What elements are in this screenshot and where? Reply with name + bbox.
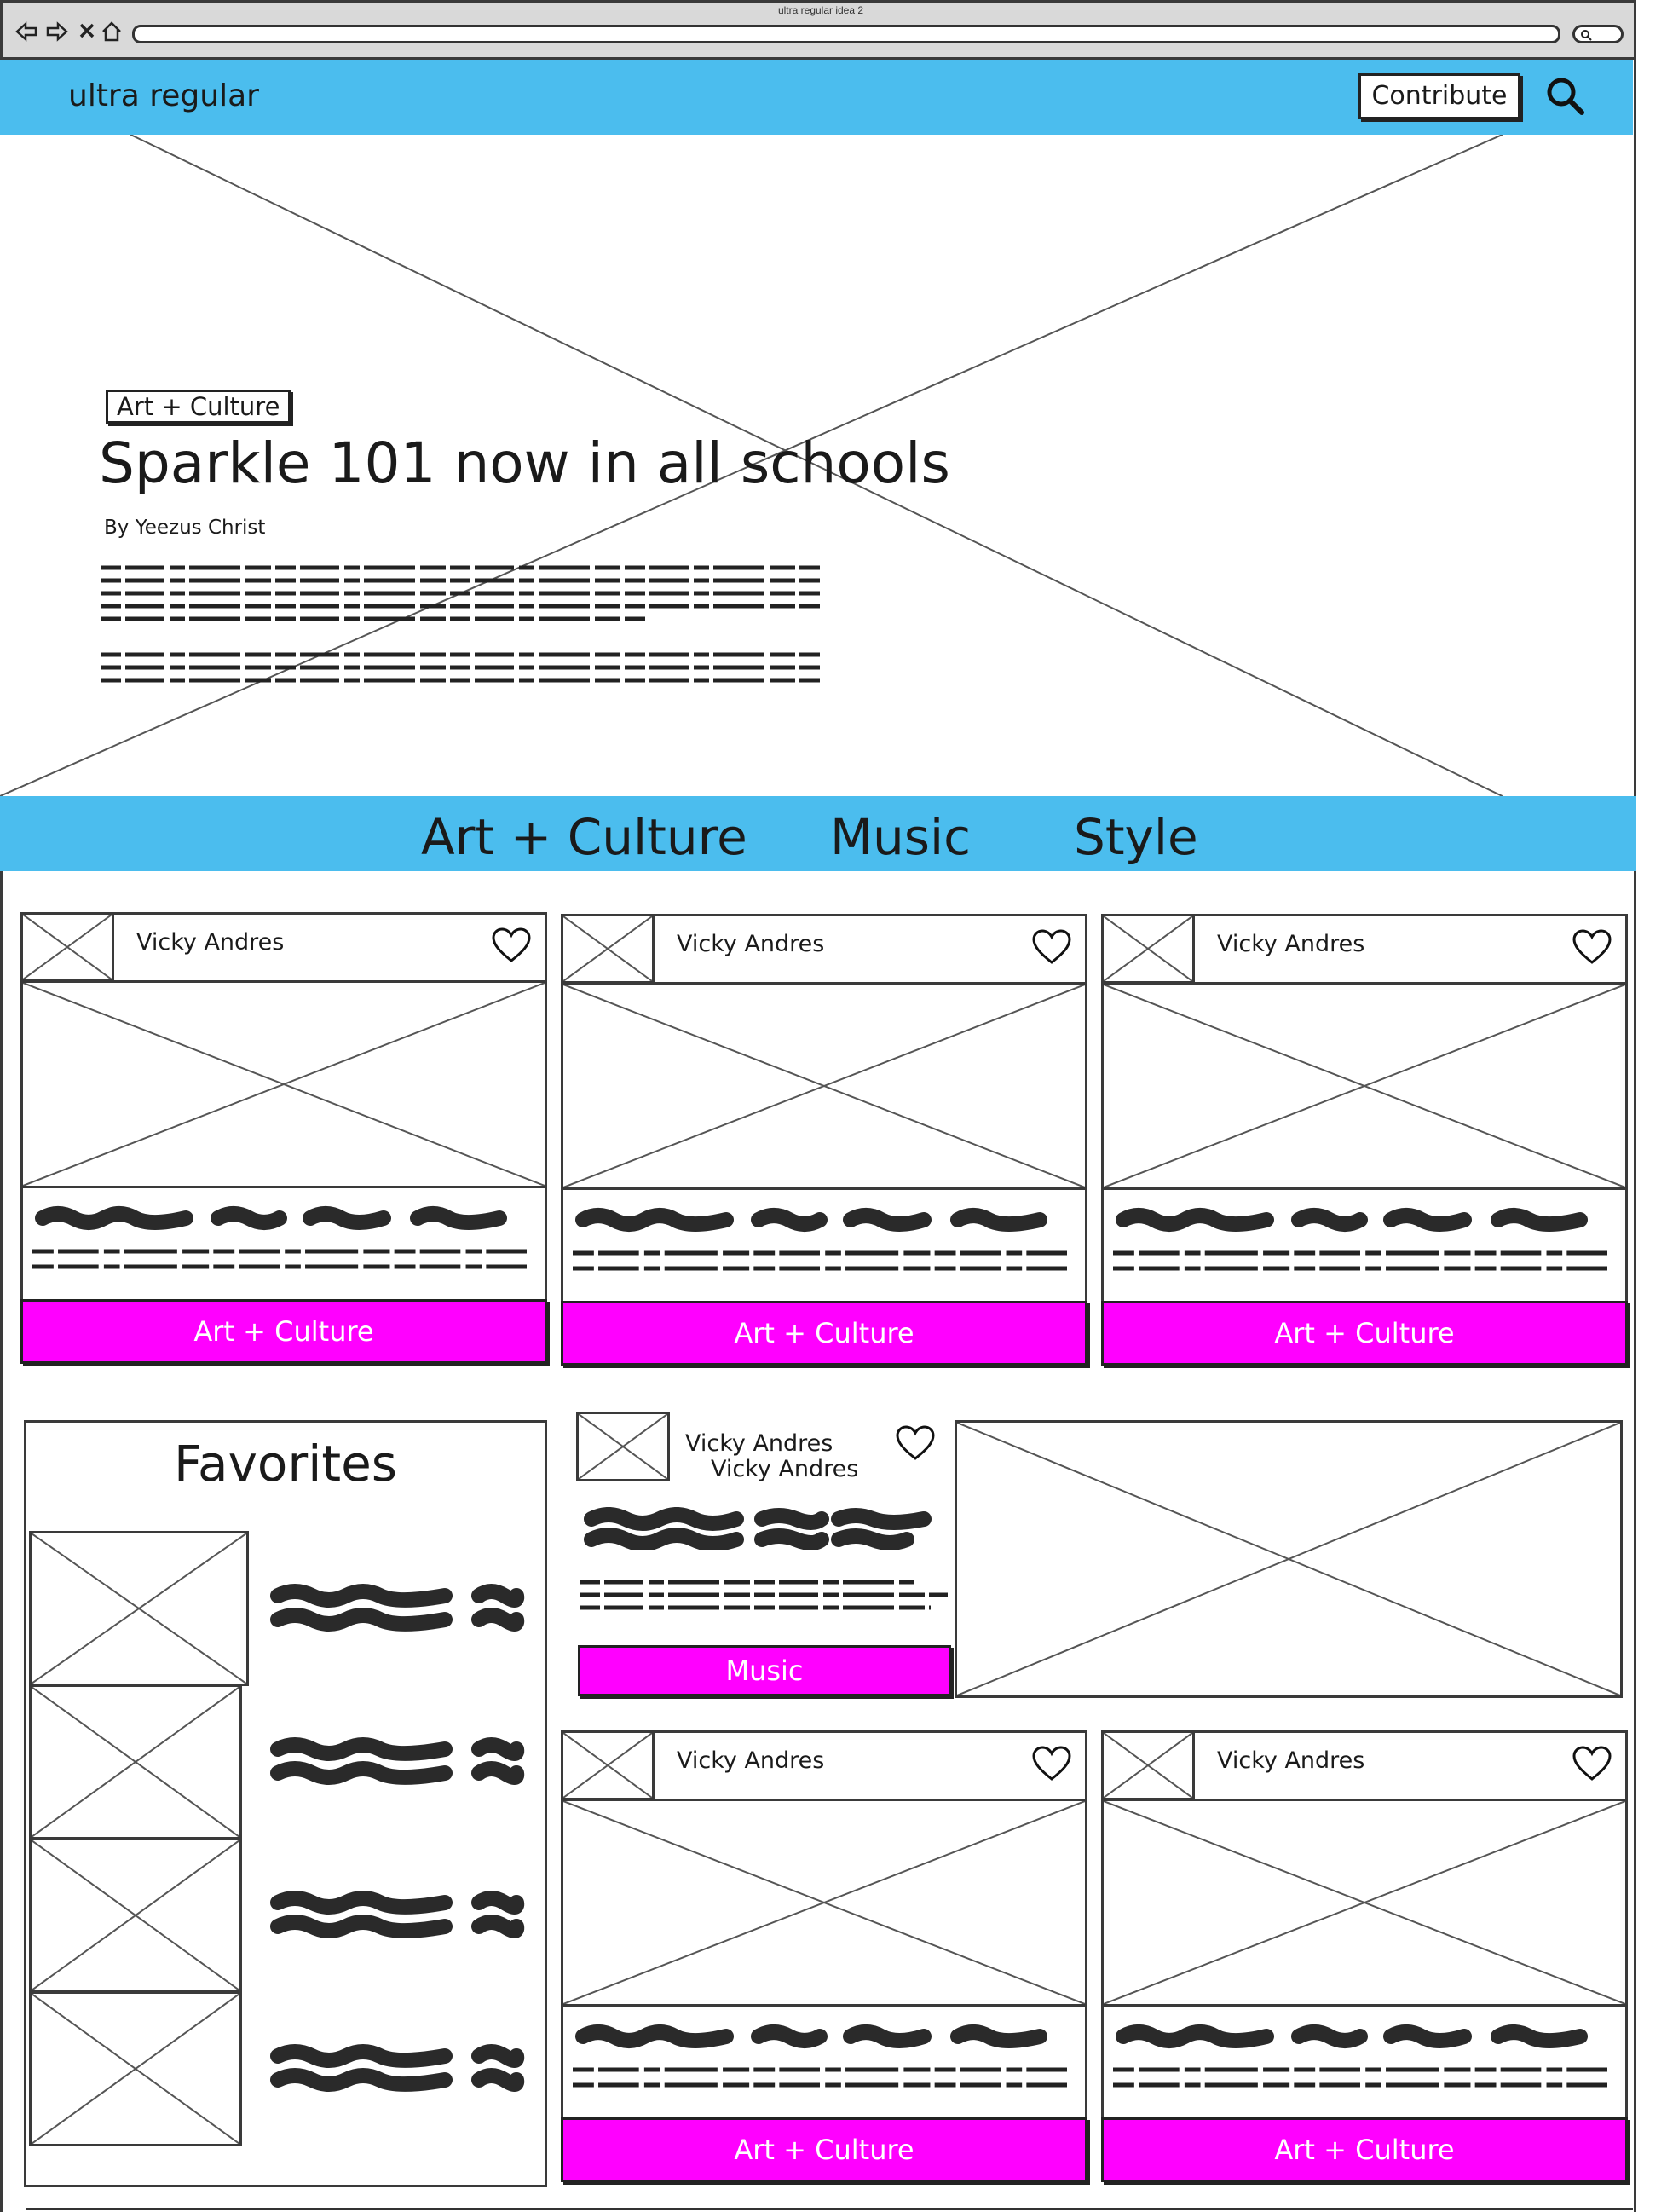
heart-icon[interactable] — [491, 927, 532, 963]
address-bar[interactable] — [132, 25, 1560, 43]
card-body-text — [1113, 2065, 1607, 2090]
card-category-button[interactable]: Art + Culture — [20, 1299, 547, 1364]
card-image — [561, 982, 1087, 1190]
favorite-thumbnail — [29, 1531, 249, 1686]
card-author-name[interactable]: Vicky Andres — [677, 1747, 825, 1774]
site-header — [0, 60, 1633, 135]
card-body-text — [573, 1248, 1067, 1273]
author-avatar — [1101, 914, 1195, 984]
favorite-title-squiggle[interactable] — [266, 2042, 527, 2095]
card-image — [1101, 1799, 1628, 2007]
featured-author-name-2[interactable]: Vicky Andres — [711, 1456, 859, 1482]
contribute-button[interactable]: Contribute — [1358, 73, 1520, 119]
card-body-text — [573, 2065, 1067, 2090]
favorite-title-squiggle[interactable] — [266, 1582, 527, 1635]
author-avatar — [561, 1730, 655, 1800]
favorite-thumbnail — [29, 1838, 242, 1993]
nav-item-art-culture[interactable]: Art + Culture — [421, 808, 747, 866]
browser-search-icon — [1580, 29, 1592, 41]
hero-tag[interactable]: Art + Culture — [106, 390, 291, 424]
featured-author-name[interactable]: Vicky Andres — [685, 1430, 834, 1457]
section-nav — [0, 796, 1636, 871]
hero-title[interactable]: Sparkle 101 now in all schools — [99, 430, 950, 496]
card-category-button[interactable]: Art + Culture — [561, 2117, 1087, 2182]
favorites-title: Favorites — [174, 1435, 397, 1493]
window-title: ultra regular idea 2 — [777, 4, 864, 16]
card-headline-squiggle — [32, 1205, 510, 1231]
card-headline-squiggle — [1113, 2024, 1590, 2049]
featured-author-avatar — [576, 1412, 670, 1481]
browser-chrome — [0, 0, 1636, 60]
card-author-name[interactable]: Vicky Andres — [1217, 1747, 1365, 1774]
card-author-name[interactable]: Vicky Andres — [136, 929, 285, 956]
card-headline-squiggle — [573, 2024, 1050, 2049]
nav-item-music[interactable]: Music — [830, 808, 972, 866]
card-author-name[interactable]: Vicky Andres — [1217, 931, 1365, 957]
card-headline-squiggle — [573, 1207, 1050, 1233]
heart-icon[interactable] — [1572, 929, 1612, 965]
card-category-button[interactable]: Art + Culture — [1101, 1301, 1628, 1366]
card-author-name[interactable]: Vicky Andres — [677, 931, 825, 957]
card-body-text — [32, 1246, 527, 1272]
author-avatar — [561, 914, 655, 984]
nav-item-style[interactable]: Style — [1074, 808, 1198, 866]
heart-icon[interactable] — [1031, 929, 1072, 965]
forward-icon[interactable] — [45, 20, 69, 43]
card-body-text — [1113, 1248, 1607, 1273]
hero-body-text — [101, 563, 822, 690]
featured-body-text — [580, 1579, 948, 1613]
back-icon[interactable] — [14, 20, 38, 43]
card-category-button[interactable]: Art + Culture — [561, 1301, 1087, 1366]
author-avatar — [20, 912, 114, 982]
hero-byline: By Yeezus Christ — [104, 517, 266, 539]
card-image — [561, 1799, 1087, 2007]
close-icon[interactable] — [78, 21, 96, 40]
heart-icon[interactable] — [895, 1425, 936, 1461]
heart-icon[interactable] — [1572, 1746, 1612, 1782]
featured-image — [955, 1420, 1623, 1698]
featured-category-button[interactable]: Music — [578, 1645, 951, 1696]
card-image — [1101, 982, 1628, 1190]
card-image — [20, 980, 547, 1188]
footer-divider — [26, 2208, 1633, 2210]
featured-headline-squiggle — [583, 1507, 941, 1550]
search-icon[interactable] — [1544, 75, 1587, 118]
favorite-thumbnail — [29, 1684, 242, 1839]
favorite-title-squiggle[interactable] — [266, 1889, 527, 1942]
brand-logo[interactable]: ultra regular — [68, 78, 259, 113]
card-category-button[interactable]: Art + Culture — [1101, 2117, 1628, 2182]
author-avatar — [1101, 1730, 1195, 1800]
favorite-title-squiggle[interactable] — [266, 1736, 527, 1788]
favorite-thumbnail — [29, 1991, 242, 2146]
heart-icon[interactable] — [1031, 1746, 1072, 1782]
browser-search-field[interactable] — [1572, 25, 1624, 43]
card-headline-squiggle — [1113, 1207, 1590, 1233]
home-icon[interactable] — [100, 20, 124, 43]
